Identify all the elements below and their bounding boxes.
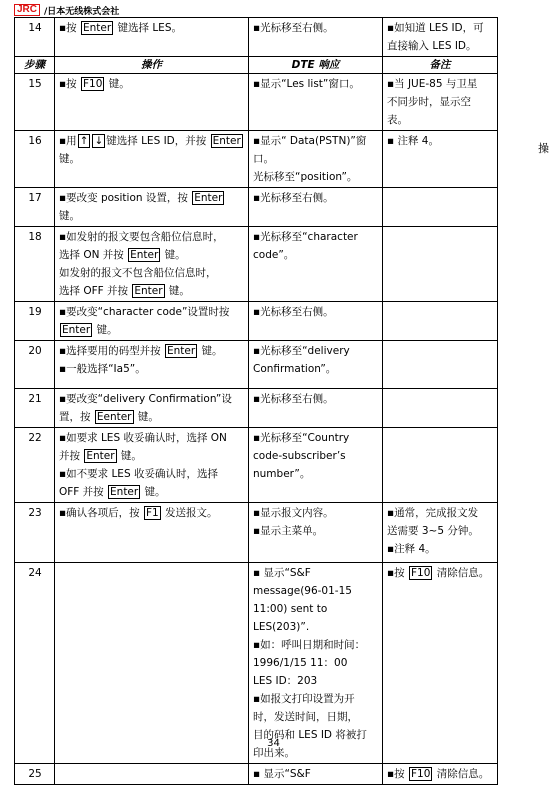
text-span: 键选择 LES。 bbox=[114, 22, 182, 34]
text-span: ▪按 bbox=[387, 567, 408, 579]
header-cell-operation: 操作 bbox=[55, 57, 249, 74]
text-span: 发送报文。 bbox=[161, 507, 218, 519]
cell-line bbox=[387, 75, 494, 93]
text-span: 选择 ON 并按 bbox=[59, 249, 128, 261]
cell-line bbox=[253, 564, 379, 582]
key-label: Enter bbox=[110, 486, 139, 498]
note-cell bbox=[383, 341, 498, 389]
key-label: Enter bbox=[130, 249, 159, 261]
key-label: F10 bbox=[82, 78, 103, 90]
cell-line bbox=[387, 132, 494, 150]
text-span: ▪要改变“character code”设置时按 bbox=[59, 306, 230, 318]
cell-line bbox=[253, 465, 379, 483]
cell-line bbox=[387, 765, 494, 783]
operation-cell bbox=[55, 18, 249, 57]
cell-line bbox=[59, 390, 245, 408]
step-number: 18 bbox=[15, 227, 55, 302]
page-header bbox=[14, 3, 119, 17]
text-span: 不同步时，显示空 bbox=[387, 96, 471, 108]
text-span: ▪通常，完成报文发 bbox=[387, 507, 479, 519]
cell-line bbox=[253, 342, 379, 360]
cell-line bbox=[253, 636, 379, 654]
cell-line bbox=[387, 564, 494, 582]
text-span: ▪如报文打印设置为开 bbox=[253, 693, 355, 705]
operation-cell bbox=[55, 188, 249, 227]
text-span: ▪如要求 LES 收妥确认时，选择 ON bbox=[59, 432, 227, 444]
operation-cell bbox=[55, 341, 249, 389]
text-span: ▪显示“Les list”窗口。 bbox=[253, 78, 360, 90]
table-row bbox=[15, 503, 498, 563]
note-cell bbox=[383, 764, 498, 785]
step-number: 17 bbox=[15, 188, 55, 227]
table-row bbox=[15, 131, 498, 188]
text-span: 11:00) sent to bbox=[253, 603, 328, 615]
response-cell bbox=[249, 764, 383, 785]
text-span: 键。 bbox=[165, 285, 190, 297]
note-cell bbox=[383, 18, 498, 57]
cell-line bbox=[59, 429, 245, 447]
cell-line bbox=[59, 465, 245, 483]
cell-line bbox=[59, 264, 245, 282]
cell-line bbox=[387, 93, 494, 111]
text-span: 时，发送时间，日期， bbox=[253, 711, 358, 723]
response-cell bbox=[249, 341, 383, 389]
text-span: Confirmation”。 bbox=[253, 363, 337, 375]
text-span: ▪注释 4。 bbox=[387, 543, 436, 555]
text-span: 键。 bbox=[117, 450, 142, 462]
cell-line bbox=[59, 189, 245, 225]
text-span: 1996/1/15 11：00 bbox=[253, 657, 348, 669]
text-span: ▪光标移至“Country bbox=[253, 432, 350, 444]
text-span: ▪显示主菜单。 bbox=[253, 525, 324, 537]
text-span: 清除信息。 bbox=[433, 768, 490, 780]
text-span: ▪一般选择“Ia5”。 bbox=[59, 363, 146, 375]
response-cell bbox=[249, 18, 383, 57]
cell-line bbox=[59, 132, 245, 168]
cell-line bbox=[253, 168, 379, 186]
text-span: LES(203)”. bbox=[253, 621, 310, 633]
header-cell-note: 备注 bbox=[383, 57, 498, 74]
step-number: 20 bbox=[15, 341, 55, 389]
cell-line bbox=[253, 690, 379, 708]
step-number: 22 bbox=[15, 428, 55, 503]
stray-char: 操 bbox=[538, 142, 549, 155]
cell-line bbox=[253, 246, 379, 264]
cell-line bbox=[253, 75, 379, 93]
cell-line bbox=[253, 504, 379, 522]
step-number: 24 bbox=[15, 563, 55, 764]
text-span: ▪光标移至“character bbox=[253, 231, 358, 243]
text-span: ▪光标移至右侧。 bbox=[253, 306, 334, 318]
page-number: 34 bbox=[267, 738, 280, 749]
text-span: 键。 bbox=[161, 249, 186, 261]
cell-line bbox=[387, 37, 494, 55]
step-number: 23 bbox=[15, 503, 55, 563]
cell-line bbox=[59, 246, 245, 264]
operation-cell bbox=[55, 389, 249, 428]
cell-line bbox=[387, 111, 494, 129]
text-span: ▪ 显示“S&F bbox=[253, 567, 311, 579]
text-span: ▪ 显示“S&F bbox=[253, 768, 311, 780]
text-span: 口。 bbox=[253, 153, 274, 165]
text-span: ▪确认各项后，按 bbox=[59, 507, 143, 519]
cell-line bbox=[59, 19, 245, 37]
text-span: ▪如发射的报文要包含船位信息时， bbox=[59, 231, 224, 243]
jrc-logo: JRC bbox=[14, 4, 40, 16]
cell-line bbox=[59, 321, 245, 339]
text-span: ▪选择要用的码型并按 bbox=[59, 345, 164, 357]
cell-line bbox=[253, 228, 379, 246]
key-label: Enter bbox=[166, 345, 196, 357]
cell-line bbox=[59, 447, 245, 465]
step-number: 21 bbox=[15, 389, 55, 428]
text-span: ▪如：呼叫日期和时间： bbox=[253, 639, 366, 651]
text-span: code-subscriber’s bbox=[253, 450, 346, 462]
text-span: 键选择 LES ID，并按 bbox=[106, 135, 210, 147]
cell-line bbox=[253, 618, 379, 636]
key-label: Enter bbox=[212, 135, 241, 147]
text-span: ▪显示报文内容。 bbox=[253, 507, 334, 519]
step-number: 25 bbox=[15, 764, 55, 785]
table-row bbox=[15, 341, 498, 389]
table-row bbox=[15, 563, 498, 764]
header-cell-response: DTE 响应 bbox=[249, 57, 383, 74]
text-span: ▪显示“ Data(PSTN)”窗 bbox=[253, 135, 367, 147]
key-label: F10 bbox=[410, 768, 431, 780]
table-row bbox=[15, 764, 498, 785]
cell-line bbox=[387, 540, 494, 558]
cell-line bbox=[253, 522, 379, 540]
key-label: Enter bbox=[194, 192, 223, 204]
key-label: ↓ bbox=[94, 135, 104, 147]
key-label: Enter bbox=[134, 285, 163, 297]
company-name: /日本无线株式会社 bbox=[44, 6, 120, 17]
cell-line bbox=[59, 483, 245, 501]
text-span: ▪ 注释 4。 bbox=[387, 135, 439, 147]
cell-line bbox=[387, 504, 494, 522]
text-span: 置，按 bbox=[59, 411, 94, 423]
text-span: OFF 并按 bbox=[59, 486, 108, 498]
text-span: 选择 OFF 并按 bbox=[59, 285, 132, 297]
note-cell bbox=[383, 227, 498, 302]
cell-line bbox=[59, 282, 245, 300]
operation-cell bbox=[55, 503, 249, 563]
cell-line bbox=[253, 390, 379, 408]
note-cell bbox=[383, 503, 498, 563]
key-label: F10 bbox=[410, 567, 431, 579]
text-span: 键。 bbox=[59, 210, 80, 222]
response-cell bbox=[249, 131, 383, 188]
cell-line bbox=[253, 19, 379, 37]
response-cell bbox=[249, 302, 383, 341]
note-cell bbox=[383, 188, 498, 227]
table-row bbox=[15, 74, 498, 131]
operation-cell bbox=[55, 764, 249, 785]
text-span: 键。 bbox=[134, 411, 159, 423]
text-span: 表。 bbox=[387, 114, 408, 126]
key-label: Enter bbox=[86, 450, 115, 462]
cell-line bbox=[59, 75, 245, 93]
response-cell bbox=[249, 428, 383, 503]
text-span: 键。 bbox=[59, 153, 80, 165]
text-span: LES ID：203 bbox=[253, 675, 318, 687]
text-span: ▪要改变“delivery Confirmation”设 bbox=[59, 393, 232, 405]
text-span: 送需要 3~5 分钟。 bbox=[387, 525, 479, 537]
operation-cell bbox=[55, 227, 249, 302]
step-number: 19 bbox=[15, 302, 55, 341]
table-header-row bbox=[15, 57, 498, 74]
text-span: ▪用 bbox=[59, 135, 77, 147]
table-row bbox=[15, 428, 498, 503]
text-span: ▪按 bbox=[59, 22, 80, 34]
cell-line bbox=[253, 303, 379, 321]
note-cell bbox=[383, 74, 498, 131]
text-span: 直接输入 LES ID。 bbox=[387, 40, 477, 52]
step-number: 14 bbox=[15, 18, 55, 57]
text-span: message(96-01-15 bbox=[253, 585, 352, 597]
table-row bbox=[15, 389, 498, 428]
table-row bbox=[15, 302, 498, 341]
cell-line bbox=[59, 360, 245, 378]
table-row bbox=[15, 188, 498, 227]
text-span: ▪光标移至右侧。 bbox=[253, 192, 334, 204]
response-cell bbox=[249, 188, 383, 227]
cell-line bbox=[253, 765, 379, 783]
note-cell bbox=[383, 302, 498, 341]
header-cell-step: 步骤 bbox=[15, 57, 55, 74]
key-label: Eenter bbox=[96, 411, 132, 423]
key-label: Enter bbox=[62, 324, 91, 336]
cell-line bbox=[253, 360, 379, 378]
cell-line bbox=[253, 429, 379, 447]
cell-line bbox=[253, 582, 379, 600]
text-span: ▪光标移至右侧。 bbox=[253, 393, 334, 405]
response-cell bbox=[249, 503, 383, 563]
response-cell bbox=[249, 74, 383, 131]
cell-line bbox=[387, 522, 494, 540]
text-span: ▪按 bbox=[387, 768, 408, 780]
key-label: Enter bbox=[82, 22, 112, 34]
cell-line bbox=[59, 342, 245, 360]
text-span: ▪光标移至“delivery bbox=[253, 345, 350, 357]
text-span: ▪按 bbox=[59, 78, 80, 90]
table-row bbox=[15, 227, 498, 302]
cell-line bbox=[59, 408, 245, 426]
text-span: code”。 bbox=[253, 249, 295, 261]
cell-line bbox=[253, 600, 379, 618]
cell-line bbox=[59, 303, 245, 321]
cell-line bbox=[253, 672, 379, 690]
procedure-table bbox=[14, 17, 498, 785]
text-span: 印出来。 bbox=[253, 747, 295, 759]
step-number: 16 bbox=[15, 131, 55, 188]
cell-line bbox=[253, 132, 379, 150]
text-span: 目的码和 LES ID 将被打 bbox=[253, 729, 367, 741]
note-cell bbox=[383, 428, 498, 503]
text-span: 键。 bbox=[198, 345, 223, 357]
text-span: ▪如不要求 LES 收妥确认时，选择 bbox=[59, 468, 218, 480]
cell-line bbox=[253, 189, 379, 207]
text-span: number”。 bbox=[253, 468, 311, 480]
key-label: ↑ bbox=[79, 135, 89, 147]
cell-line bbox=[253, 447, 379, 465]
operation-cell bbox=[55, 302, 249, 341]
key-label: F1 bbox=[145, 507, 159, 519]
text-span: 并按 bbox=[59, 450, 84, 462]
note-cell bbox=[383, 131, 498, 188]
response-cell bbox=[249, 563, 383, 764]
text-span: 键。 bbox=[93, 324, 118, 336]
response-cell bbox=[249, 389, 383, 428]
cell-line bbox=[59, 228, 245, 246]
cell-line bbox=[387, 19, 494, 37]
operation-cell bbox=[55, 74, 249, 131]
cell-line bbox=[253, 654, 379, 672]
cell-line bbox=[59, 504, 245, 522]
text-span: 如发射的报文不包含船位信息时， bbox=[59, 267, 217, 279]
text-span: 键。 bbox=[105, 78, 130, 90]
response-cell bbox=[249, 227, 383, 302]
operation-cell bbox=[55, 563, 249, 764]
text-span: 键。 bbox=[141, 486, 166, 498]
text-span: 光标移至“position”。 bbox=[253, 171, 358, 183]
text-span: ▪要改变 position 设置，按 bbox=[59, 192, 192, 204]
operation-cell bbox=[55, 131, 249, 188]
cell-line bbox=[253, 708, 379, 726]
step-number: 15 bbox=[15, 74, 55, 131]
cell-line bbox=[253, 150, 379, 168]
operation-cell bbox=[55, 428, 249, 503]
text-span: ▪当 JUE-85 与卫星 bbox=[387, 78, 478, 90]
text-span: ▪光标移至右侧。 bbox=[253, 22, 334, 34]
note-cell bbox=[383, 563, 498, 764]
note-cell bbox=[383, 389, 498, 428]
text-span: 清除信息。 bbox=[433, 567, 490, 579]
text-span: ▪如知道 LES ID，可 bbox=[387, 22, 484, 34]
table-row bbox=[15, 18, 498, 57]
